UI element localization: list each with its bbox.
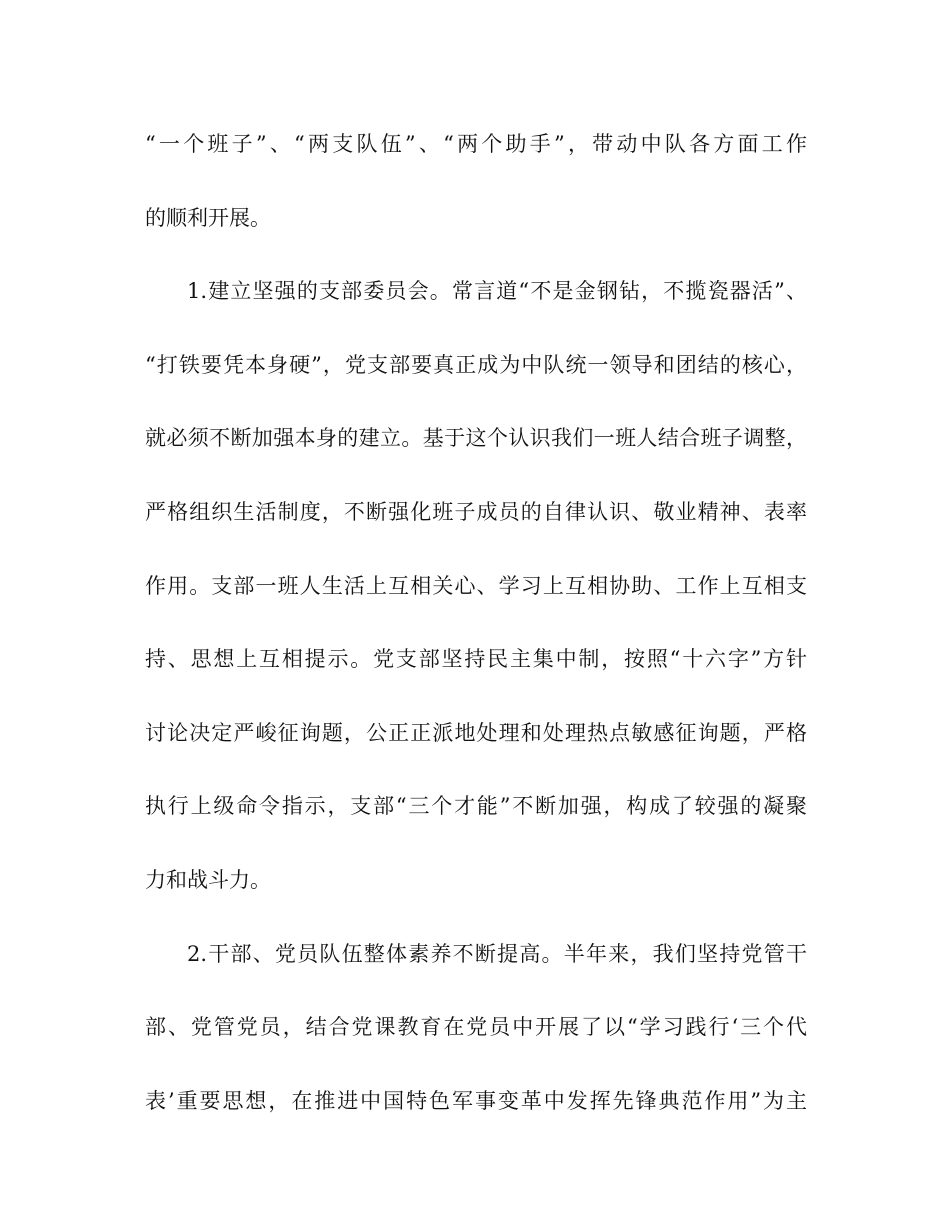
- text-line: 讨论决定严峻征询题，公正正派地处理和处理热点敏感征询题，严格: [145, 720, 807, 745]
- text-line: 1.建立坚强的支部委员会。常言道“不是金钢钻，不揽瓷器活”、: [187, 279, 807, 304]
- text-line: 2.干部、党员队伍整体素养不断提高。半年来，我们坚持党管干: [187, 941, 807, 966]
- text-line: 作用。支部一班人生活上互相关心、学习上互相协助、工作上互相支: [145, 573, 807, 598]
- document-body: [145, 118, 807, 1148]
- text-line: 的顺利开展。: [145, 205, 271, 230]
- text-line: “打铁要凭本身硬”，党支部要真正成为中队统一领导和团结的核心，: [145, 352, 807, 377]
- text-line: 就必须不断加强本身的建立。基于这个认识我们一班人结合班子调整，: [145, 426, 807, 451]
- paragraph-point-2: [145, 928, 807, 1149]
- text-line: 表’重要思想，在推进中国特色军事变革中发挥先锋典范作用”为主: [145, 1088, 807, 1113]
- text-line: 严格组织生活制度，不断强化班子成员的自律认识、敬业精神、表率: [145, 499, 807, 524]
- text-line: 部、党管党员，结合党课教育在党员中开展了以“学习践行‘三个代: [145, 1015, 807, 1040]
- paragraph-point-1: [145, 265, 807, 927]
- text-line: “一个班子”、“两支队伍”、“两个助手”，带动中队各方面工作: [145, 132, 807, 156]
- text-line: 力和战斗力。: [145, 867, 271, 892]
- text-line: 执行上级命令指示，支部“三个才能”不断加强，构成了较强的凝聚: [145, 794, 807, 819]
- paragraph-intro-continuation: [145, 118, 807, 265]
- text-line: 持、思想上互相提示。党支部坚持民主集中制，按照“十六字”方针: [145, 647, 807, 672]
